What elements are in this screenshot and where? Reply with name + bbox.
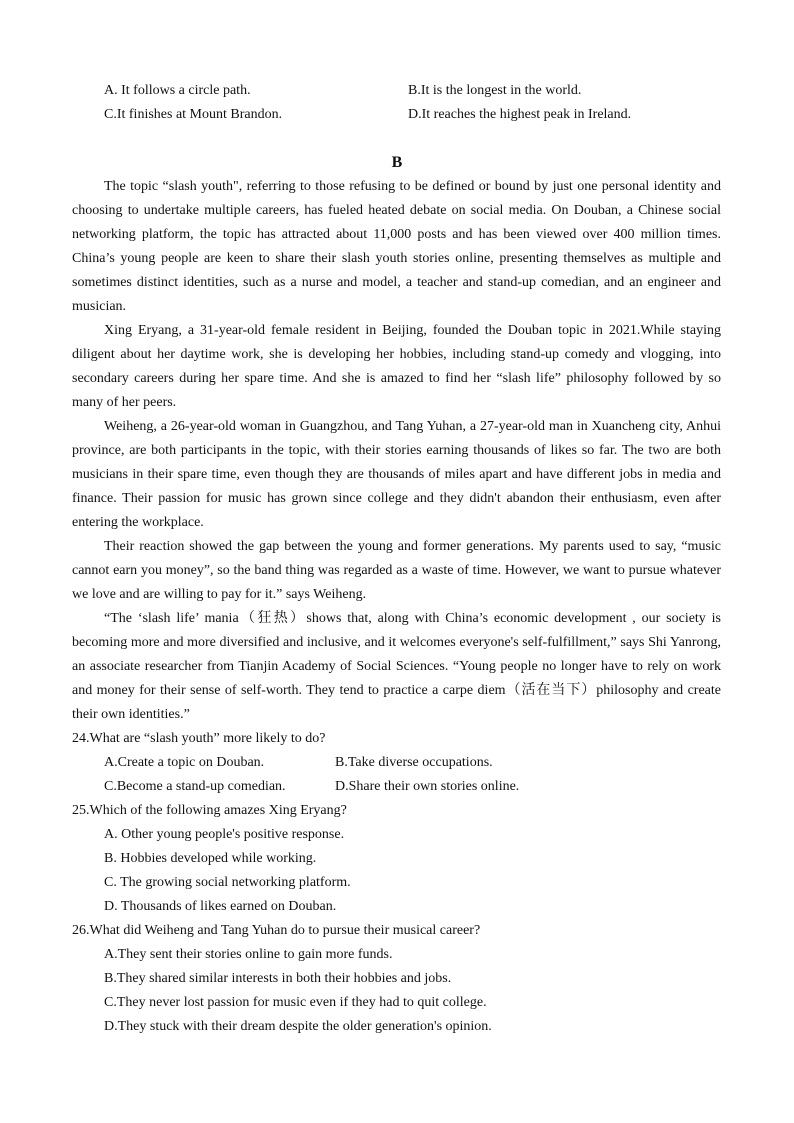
option-row bbox=[104, 775, 721, 799]
option-b: B. Hobbies developed while working. bbox=[104, 851, 317, 866]
option-c: C.They never lost passion for music even if they had to quit college. bbox=[104, 995, 487, 1010]
question-stem: 26.What did Weiheng and Tang Yuhan do to pursue their musical career? bbox=[72, 923, 481, 938]
option-c: C. The growing social networking platform. bbox=[104, 875, 351, 890]
question-stem: 25.Which of the following amazes Xing Eryang? bbox=[72, 803, 347, 818]
option-row bbox=[104, 751, 721, 775]
section-title: B bbox=[391, 154, 403, 171]
question-26 bbox=[72, 919, 721, 1039]
prev-option-c: C.It finishes at Mount Brandon. bbox=[104, 107, 283, 122]
option-d: D.They stuck with their dream despite the older generation's opinion. bbox=[104, 1019, 492, 1034]
option-a: A. Other young people's positive response. bbox=[104, 827, 345, 842]
option-d: D. Thousands of likes earned on Douban. bbox=[104, 899, 337, 914]
option-b: B.They shared similar interests in both their hobbies and jobs. bbox=[104, 971, 452, 986]
passage-paragraph: “The ‘slash life’ mania（狂热）shows that, along with China’s economic development , our society is becoming more and more diversified and inclusive, and it welcomes everyone's self-fulfillment,” says Shi Yanrong, an associate researcher from Tianjin Academy of Social Sciences. “Young people no longer have to rely on work and money for their sense of self-worth. They tend to practice a carpe diem（活在当下）philosophy and create their own identities.” bbox=[72, 611, 721, 722]
passage-paragraph: Weiheng, a 26-year-old woman in Guangzhou, and Tang Yuhan, a 27-year-old man in Xuancheng city, Anhui province, are both participants in the topic, with their stories earning thousands of likes so far. The two are both musicians in their spare time, even though they are thousands of miles apart and have different jobs in media and finance. Their passion for music has grown since college and they didn't abandon their enthusiasm, even after entering the workplace. bbox=[72, 419, 721, 530]
question-24 bbox=[72, 727, 721, 799]
passage-paragraph: Xing Eryang, a 31-year-old female resident in Beijing, founded the Douban topic in 2021.While staying diligent about her daytime work, she is developing her hobbies, including stand-up comedy and vlogging, into secondary careers during her spare time. And she is amazed to find her “slash life” philosophy followed by so many of her peers. bbox=[72, 323, 721, 410]
passage-paragraph: The topic “slash youth", referring to those refusing to be defined or bound by just one personal identity and choosing to undertake multiple careers, has fueled heated debate on social media. On Douban, a Chinese social networking platform, the topic has attracted about 11,000 posts and has been viewed over 400 million times. China’s young people are keen to share their slash youth stories online, presenting themselves as multiple and sometimes distinct identities, such as a nurse and model, a teacher and stand-up comedian, and an engineer and musician. bbox=[72, 179, 721, 314]
questions-section bbox=[72, 727, 721, 1039]
option-d: D.Share their own stories online. bbox=[335, 779, 520, 794]
question-stem: 24.What are “slash youth” more likely to do? bbox=[72, 731, 326, 746]
prev-option-d: D.It reaches the highest peak in Ireland. bbox=[408, 107, 632, 122]
passage-paragraph: Their reaction showed the gap between the young and former generations. My parents used to say, “music cannot earn you money”, so the band thing was regarded as a waste of time. However, we want to pursue whatever we love and are willing to pay for it.” says Weiheng. bbox=[72, 539, 721, 602]
option-b: B.Take diverse occupations. bbox=[335, 755, 493, 770]
option-a: A.Create a topic on Douban. bbox=[104, 755, 265, 770]
prev-option-b: B.It is the longest in the world. bbox=[408, 83, 582, 98]
prev-option-a: A. It follows a circle path. bbox=[104, 83, 251, 98]
option-a: A.They sent their stories online to gain more funds. bbox=[104, 947, 393, 962]
previous-question-options-row-1 bbox=[0, 79, 794, 103]
reading-passage bbox=[72, 175, 721, 727]
question-25 bbox=[72, 799, 721, 919]
option-c: C.Become a stand-up comedian. bbox=[104, 779, 286, 794]
previous-question-options-row-2 bbox=[0, 103, 794, 127]
